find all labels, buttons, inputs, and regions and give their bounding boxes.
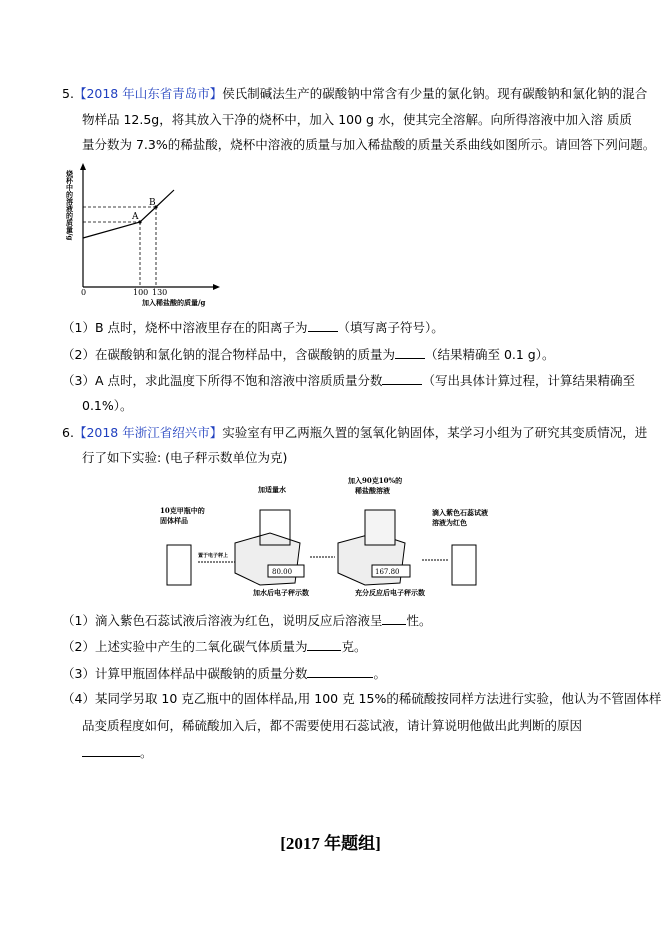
- question-number: 5.: [62, 86, 74, 101]
- label: 加适量水: [258, 485, 286, 494]
- answer-blank[interactable]: [382, 612, 406, 625]
- text: （2）在碳酸钠和氯化钠的混合物样品中，含碳酸钠的质量为: [62, 347, 395, 362]
- label: 10克甲瓶中的: [160, 506, 205, 515]
- q6-sub2: [62, 638, 366, 655]
- scale-reading-2: 167.80: [375, 568, 400, 576]
- text: （1）滴入紫色石蕊试液后溶液为红色，说明反应后溶液呈: [62, 613, 383, 628]
- text: （写出具体计算过程，计算结果精确至: [422, 373, 635, 388]
- q5-line2: 物样品 12.5g，将其放入干净的烧杯中，加入 100 g 水，使其完全溶解。向所得溶液中加入溶 质质: [82, 112, 632, 127]
- text: （2）上述实验中产生的二氧化碳气体质量为: [62, 639, 308, 654]
- answer-blank[interactable]: [395, 346, 425, 359]
- q6-sub1: [62, 612, 431, 629]
- question-text: 实验室有甲乙两瓶久置的氢氧化钠固体，某学习小组为了研究其变质情况，进: [222, 425, 648, 440]
- x-axis-label: 加入稀盐酸的质量/g: [142, 298, 206, 307]
- label: 加入90克10%的: [348, 476, 403, 485]
- answer-blank[interactable]: [308, 319, 338, 332]
- label: 溶液为红色: [432, 518, 467, 527]
- answer-blank[interactable]: [307, 665, 373, 678]
- text: （填写离子符号）。: [337, 320, 444, 335]
- text: 性。: [406, 613, 432, 628]
- beaker-icon: [167, 545, 191, 585]
- q5-line1: [62, 86, 647, 102]
- q6-sub3: [62, 665, 386, 682]
- x-tick-100: 100: [133, 288, 149, 297]
- section-title: [2017 年题组]: [280, 834, 381, 853]
- q6-line1: [62, 425, 647, 441]
- q5-line3: 量分数为 7.3%的稀盐酸，烧杯中溶液的质量与加入稀盐酸的质量关系曲线如图所示。请回答下列问题。: [82, 137, 656, 152]
- label: 滴入紫色石蕊试液: [432, 508, 488, 517]
- q6-sub4: （4）某同学另取 10 克乙瓶中的固体样品,用 100 克 15%的稀硫酸按同样方法进行实验，他认为不管固体样: [62, 691, 661, 706]
- mass-curve-figure: [62, 160, 242, 310]
- q6-line2: 行了如下实验: (电子秤示数单位为克): [82, 450, 288, 465]
- question-source: 【2018 年浙江省绍兴市】: [73, 425, 223, 440]
- point-a-label: A: [132, 212, 139, 222]
- y-axis-label: 烧杯中的溶液的质量/g: [65, 170, 75, 241]
- text: 。: [373, 666, 386, 681]
- q5-sub2: [62, 346, 554, 363]
- q5-sub3-cont: 0.1%）。: [82, 398, 133, 413]
- answer-blank[interactable]: [307, 638, 341, 651]
- label: 充分反应后电子秤示数: [355, 588, 425, 597]
- q6-sub4-end: [82, 744, 153, 761]
- q6-sub4-cont: 品变质程度如何，稀硫酸加入后，都不需要使用石蕊试液，请计算说明他做出此判断的原因: [82, 718, 583, 733]
- question-text: 侯氏制碱法生产的碳酸钠中常含有少量的氯化钠。现有碳酸钠和氯化钠的混合: [222, 86, 648, 101]
- x-tick-130: 130: [152, 288, 168, 297]
- answer-blank[interactable]: [82, 744, 140, 757]
- label: 加水后电子秤示数: [253, 588, 309, 597]
- text: （3）计算甲瓶固体样品中碳酸钠的质量分数: [62, 666, 308, 681]
- label: 置于电子秤上: [198, 553, 229, 559]
- text: （1）B 点时，烧杯中溶液里存在的阳离子为: [62, 320, 308, 335]
- point-b-label: B: [149, 198, 156, 208]
- label: 稀盐酸溶液: [355, 486, 390, 495]
- origin-label: 0: [81, 288, 87, 297]
- text: （结果精确至 0.1 g）。: [424, 347, 555, 362]
- scale-reading-1: 80.00: [272, 568, 293, 576]
- q5-sub3: [62, 372, 635, 389]
- text: 克。: [341, 639, 367, 654]
- curve: [83, 190, 174, 238]
- beaker-icon: [452, 545, 476, 585]
- answer-blank[interactable]: [382, 372, 422, 385]
- question-number: 6.: [62, 425, 74, 440]
- text: 。: [140, 745, 153, 760]
- question-source: 【2018 年山东省青岛市】: [73, 86, 223, 101]
- q5-sub1: [62, 319, 444, 336]
- experiment-diagram: [150, 475, 510, 605]
- label: 固体样品: [160, 516, 188, 525]
- text: （3）A 点时，求此温度下所得不饱和溶液中溶质质量分数: [62, 373, 383, 388]
